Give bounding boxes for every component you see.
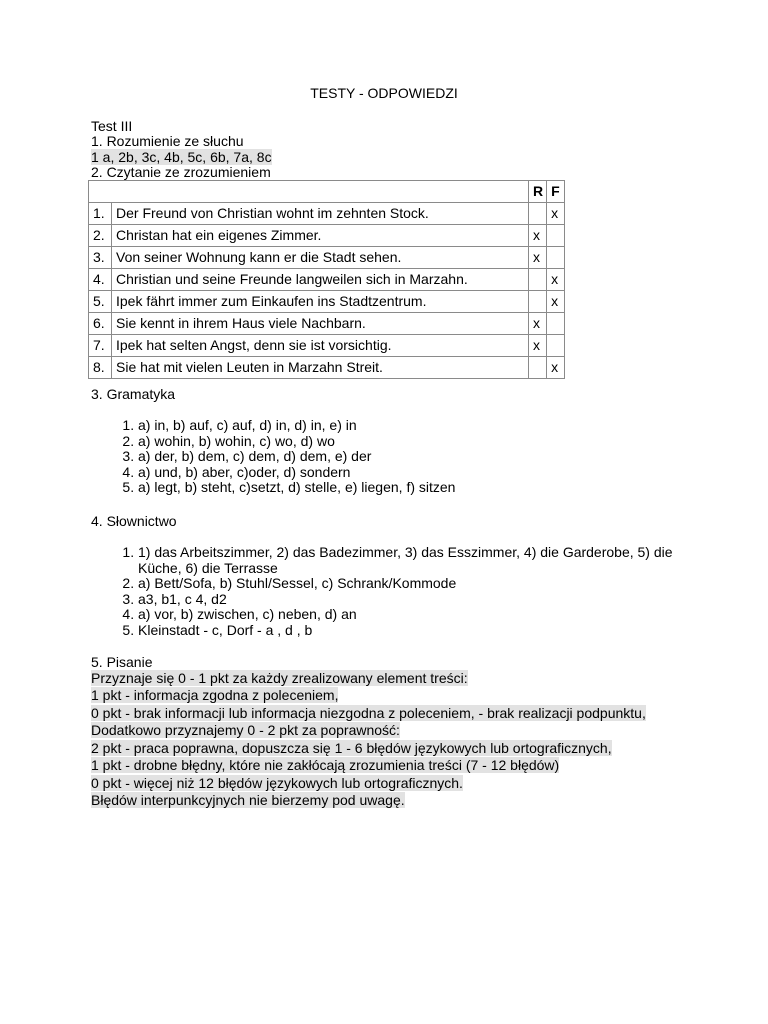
list-item: 3. a) der, b) dem, c) dem, d) dem, e) der (138, 449, 698, 465)
list-item: 1. a) in, b) auf, c) auf, d) in, d) in, e) in (138, 418, 698, 434)
test-label: Test III (91, 118, 133, 134)
row-mark-r: x (529, 247, 547, 269)
row-statement: Christian und seine Freunde langweilen sich in Marzahn. (112, 269, 529, 291)
writing-criteria-text: 1 pkt - drobne błędny, które nie zakłócają zrozumienia treści (7 - 12 błędów) (91, 757, 560, 773)
row-mark-f: x (547, 203, 565, 225)
row-mark-r (529, 291, 547, 313)
row-number: 4. (89, 269, 112, 291)
writing-criteria-line (91, 775, 463, 792)
row-mark-f (547, 247, 565, 269)
row-mark-r (529, 357, 547, 379)
row-mark-r (529, 203, 547, 225)
table-header-blank (89, 181, 529, 203)
row-number: 7. (89, 335, 112, 357)
list-item: 2. a) Bett/Sofa, b) Stuhl/Sessel, c) Schrank/Kommode (138, 576, 698, 592)
writing-criteria-line (91, 687, 338, 704)
row-mark-f (547, 313, 565, 335)
writing-criteria-line (91, 740, 612, 757)
writing-criteria-text: Błędów interpunkcyjnych nie bierzemy pod uwagę. (91, 792, 405, 808)
table-row (89, 291, 565, 313)
section5-heading: 5. Pisanie (91, 654, 153, 670)
table-row (89, 225, 565, 247)
table-row (89, 247, 565, 269)
row-number: 3. (89, 247, 112, 269)
section1-answers-text: 1 a, 2b, 3c, 4b, 5c, 6b, 7a, 8c (91, 149, 272, 165)
row-statement: Von seiner Wohnung kann er die Stadt sehen. (112, 247, 529, 269)
vocabulary-answer-list (106, 545, 698, 638)
row-statement: Christan hat ein eigenes Zimmer. (112, 225, 529, 247)
row-mark-f (547, 335, 565, 357)
column-f-header: F (547, 181, 565, 203)
section1-heading: 1. Rozumienie ze słuchu (91, 133, 244, 149)
writing-criteria-text: Przyznaje się 0 - 1 pkt za każdy zrealizowany element treści: (91, 670, 468, 686)
row-mark-f: x (547, 357, 565, 379)
row-statement: Ipek fährt immer zum Einkaufen ins Stadtzentrum. (112, 291, 529, 313)
row-mark-f: x (547, 269, 565, 291)
column-r-header: R (529, 181, 547, 203)
writing-criteria-text: 2 pkt - praca poprawna, dopuszcza się 1 - 6 błędów językowych lub ortograficznych, (91, 740, 612, 756)
writing-criteria-line (91, 722, 400, 739)
section4-heading: 4. Słownictwo (91, 513, 177, 529)
writing-criteria-text: Dodatkowo przyznajemy 0 - 2 pkt za poprawność: (91, 722, 400, 738)
writing-criteria-line (91, 792, 405, 809)
row-mark-f (547, 225, 565, 247)
list-item: 3. a3, b1, c 4, d2 (138, 592, 698, 608)
table-row (89, 269, 565, 291)
row-statement: Sie hat mit vielen Leuten in Marzahn Streit. (112, 357, 529, 379)
writing-criteria-text: 1 pkt - informacja zgodna z poleceniem, (91, 687, 339, 703)
grammar-answer-list (106, 418, 698, 496)
row-statement: Sie kennt in ihrem Haus viele Nachbarn. (112, 313, 529, 335)
writing-criteria-text: 0 pkt - więcej niż 12 błędów językowych lub ortograficznych. (91, 775, 463, 791)
row-statement: Ipek hat selten Angst, denn sie ist vorsichtig. (112, 335, 529, 357)
list-item: 5. a) legt, b) steht, c)setzt, d) stelle, e) liegen, f) sitzen (138, 480, 698, 496)
writing-criteria-line (91, 670, 468, 687)
list-item: 2. a) wohin, b) wohin, c) wo, d) wo (138, 434, 698, 450)
section3-heading: 3. Gramatyka (91, 386, 176, 402)
list-item: 1. 1) das Arbeitszimmer, 2) das Badezimmer, 3) das Esszimmer, 4) die Garderobe, 5) die Küche, 6) die Terrasse (138, 545, 698, 576)
row-mark-r: x (529, 313, 547, 335)
row-number: 5. (89, 291, 112, 313)
list-item: 5. Kleinstadt - c, Dorf - a , d , b (138, 623, 698, 639)
table-row (89, 357, 565, 379)
document-title: TESTY - ODPOWIEDZI (310, 85, 458, 101)
true-false-table (88, 180, 565, 379)
table-row (89, 313, 565, 335)
writing-criteria-text: 0 pkt - brak informacji lub informacja niezgodna z poleceniem, - brak realizacji podpunktu, (91, 705, 646, 721)
row-number: 6. (89, 313, 112, 335)
row-statement: Der Freund von Christian wohnt im zehnten Stock. (112, 203, 529, 225)
table-row (89, 335, 565, 357)
section2-heading: 2. Czytanie ze zrozumieniem (91, 164, 271, 180)
list-item: 4. a) vor, b) zwischen, c) neben, d) an (138, 607, 698, 623)
table-row (89, 203, 565, 225)
row-mark-r: x (529, 335, 547, 357)
writing-criteria-line (91, 757, 559, 774)
row-mark-r (529, 269, 547, 291)
row-number: 2. (89, 225, 112, 247)
writing-criteria-line (91, 705, 646, 722)
row-number: 8. (89, 357, 112, 379)
row-number: 1. (89, 203, 112, 225)
list-item: 4. a) und, b) aber, c)oder, d) sondern (138, 465, 698, 481)
row-mark-r: x (529, 225, 547, 247)
table-header-row (89, 181, 565, 203)
row-mark-f: x (547, 291, 565, 313)
